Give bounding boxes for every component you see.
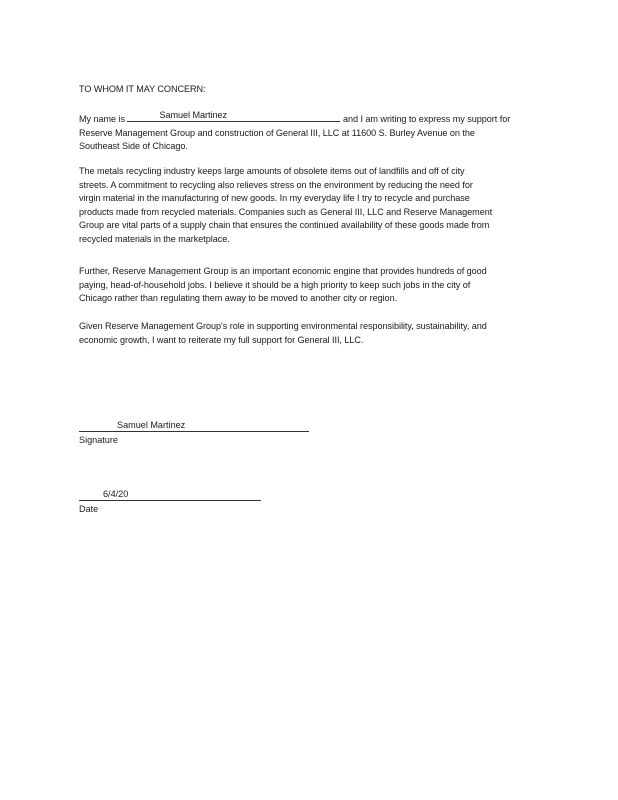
paragraph-recycling [79, 165, 539, 246]
date-field [79, 489, 261, 501]
signature-value: Samuel Martinez [117, 420, 186, 430]
economy-line: Chicago rather than regulating them away to be moved to another city or region. [79, 293, 398, 303]
signature-label: Signature [79, 435, 118, 445]
economy-line: Further, Reserve Management Group is an important economic engine that provides hundreds of good [79, 266, 487, 276]
economy-line: paying, head-of-household jobs. I believe it should be a high priority to keep such jobs in the city of [79, 279, 471, 290]
paragraph-closing [79, 320, 539, 347]
name-field [127, 110, 340, 122]
recycling-line: The metals recycling industry keeps large amounts of obsolete items out of landfills and off of city [79, 166, 465, 176]
intro-line-2: Reserve Management Group and construction of General III, LLC at 11600 S. Burley Avenue on the [79, 127, 475, 138]
recycling-line: products made from recycled materials. Companies such as General III, LLC and Reserve Management [79, 206, 493, 217]
recycling-line: Group are vital parts of a supply chain that ensures the continued availability of these goods made from [79, 220, 490, 230]
closing-line: Given Reserve Management Group's role in supporting environmental responsibility, sustainability, and [79, 321, 487, 331]
recycling-line: streets. A commitment to recycling also relieves stress on the environment by reducing the need for [79, 179, 473, 190]
intro-lead: My name is [79, 114, 125, 124]
intro-line-3: Southeast Side of Chicago. [79, 141, 188, 151]
paragraph-intro [79, 110, 539, 154]
paragraph-economy [79, 265, 539, 306]
recycling-line: recycled materials in the marketplace. [79, 233, 230, 244]
date-value: 6/4/20 [103, 489, 129, 499]
intro-line-1 [79, 110, 539, 127]
intro-tail: and I am writing to express my support for [342, 114, 511, 124]
closing-line: economic growth, I want to reiterate my full support for General III, LLC. [79, 334, 364, 345]
salutation: TO WHOM IT MAY CONCERN: [79, 84, 206, 94]
signature-field [79, 420, 309, 432]
date-label: Date [79, 504, 99, 514]
name-value: Samuel Martinez [159, 110, 227, 120]
recycling-line: virgin material in the manufacturing of new goods. In my everyday life I try to recycle and purchase [79, 193, 470, 203]
